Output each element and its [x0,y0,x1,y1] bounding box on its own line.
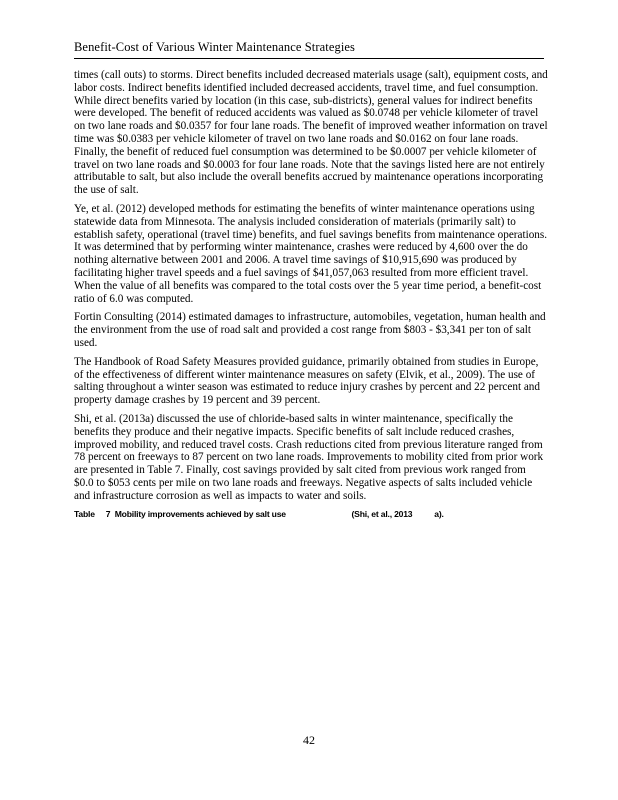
paragraph-ye-2012: Ye, et al. (2012) developed methods for estimating the benefits of winter maintenance operations using statewide data from Minnesota. The analysis included consideration of materials (primarily salt) to establish safety, operational (travel time) benefits, and fuel savings benefits from maintenance operations. It was determined that by performing winter maintenance, crashes were reduced by 4,600 over the do nothing alternative between 2001 and 2006. A travel time savings of $10,915,690 was produced by facilitating higher travel speeds and a fuel savings of $41,057,063 resulted from more efficient travel. When the value of all benefits was compared to the total costs over the 5 year time period, a benefit-cost ratio of 6.0 was computed. [74,202,548,305]
running-header: Benefit-Cost of Various Winter Maintenance Strategies [74,40,356,54]
header-rule [74,58,544,59]
body-text [74,69,548,519]
paragraph-fortin-2014: Fortin Consulting (2014) estimated damages to infrastructure, automobiles, vegetation, human health and the environment from the use of road salt and provided a cost range from $803 - $3,341 per ton of salt used. [74,311,546,349]
page-number: 42 [303,733,315,747]
paragraph-handbook-road-safety: The Handbook of Road Safety Measures provided guidance, primarily obtained from studies in Europe, of the effectiveness of different winter maintenance measures on safety (Elvik, et al., 2009). The use of salting throughout a winter season was estimated to reduce injury crashes by percent and 22 percent and property damage crashes by 19 percent and 39 percent. [74,355,540,407]
table-caption: Table 7 Mobility improvements achieved by salt use (Shi, et al., 2013 a). [74,508,444,519]
paragraph-benefits-continued: times (call outs) to storms. Direct benefits included decreased materials usage (salt), equipment costs, and labor costs. Indirect benefits identified included decreased accidents, travel time, and fuel consumption. While direct benefits varied by location (in this case, sub-districts), general values for indirect benefits were developed. The benefit of reduced accidents was valued as $0.0748 per vehicle kilometer of travel on two lane roads and $0.0357 for four lane roads. The benefit of improved weather information on travel time was $0.0383 per vehicle kilometer of travel on two lane roads and $0.0162 on four lane roads. Finally, the benefit of reduced fuel consumption was determined to be $0.0007 per vehicle kilometer of travel on two lane roads and $0.0003 for four lane roads. Note that the savings listed here are not entirely attributable to salt, but also include the overall benefits accrued by maintenance operations incorporating the use of salt. [74,69,548,197]
paragraph-shi-2013a: Shi, et al. (2013a) discussed the use of chloride-based salts in winter maintenance, specifically the benefits they produce and their negative impacts. Specific benefits of salt include reduced crashes, improved mobility, and reduced travel costs. Crash reductions cited from previous literature ranged from 78 percent on freeways to 87 percent on two lane roads. Improvements to mobility cited from prior work are presented in Table 7. Finally, cost savings provided by salt cited from previous work ranged from $0.0 to $053 cents per mile on two lane roads and freeways. Negative aspects of salts included vehicle and infrastructure corrosion as well as impacts to water and soils. [74,412,544,502]
